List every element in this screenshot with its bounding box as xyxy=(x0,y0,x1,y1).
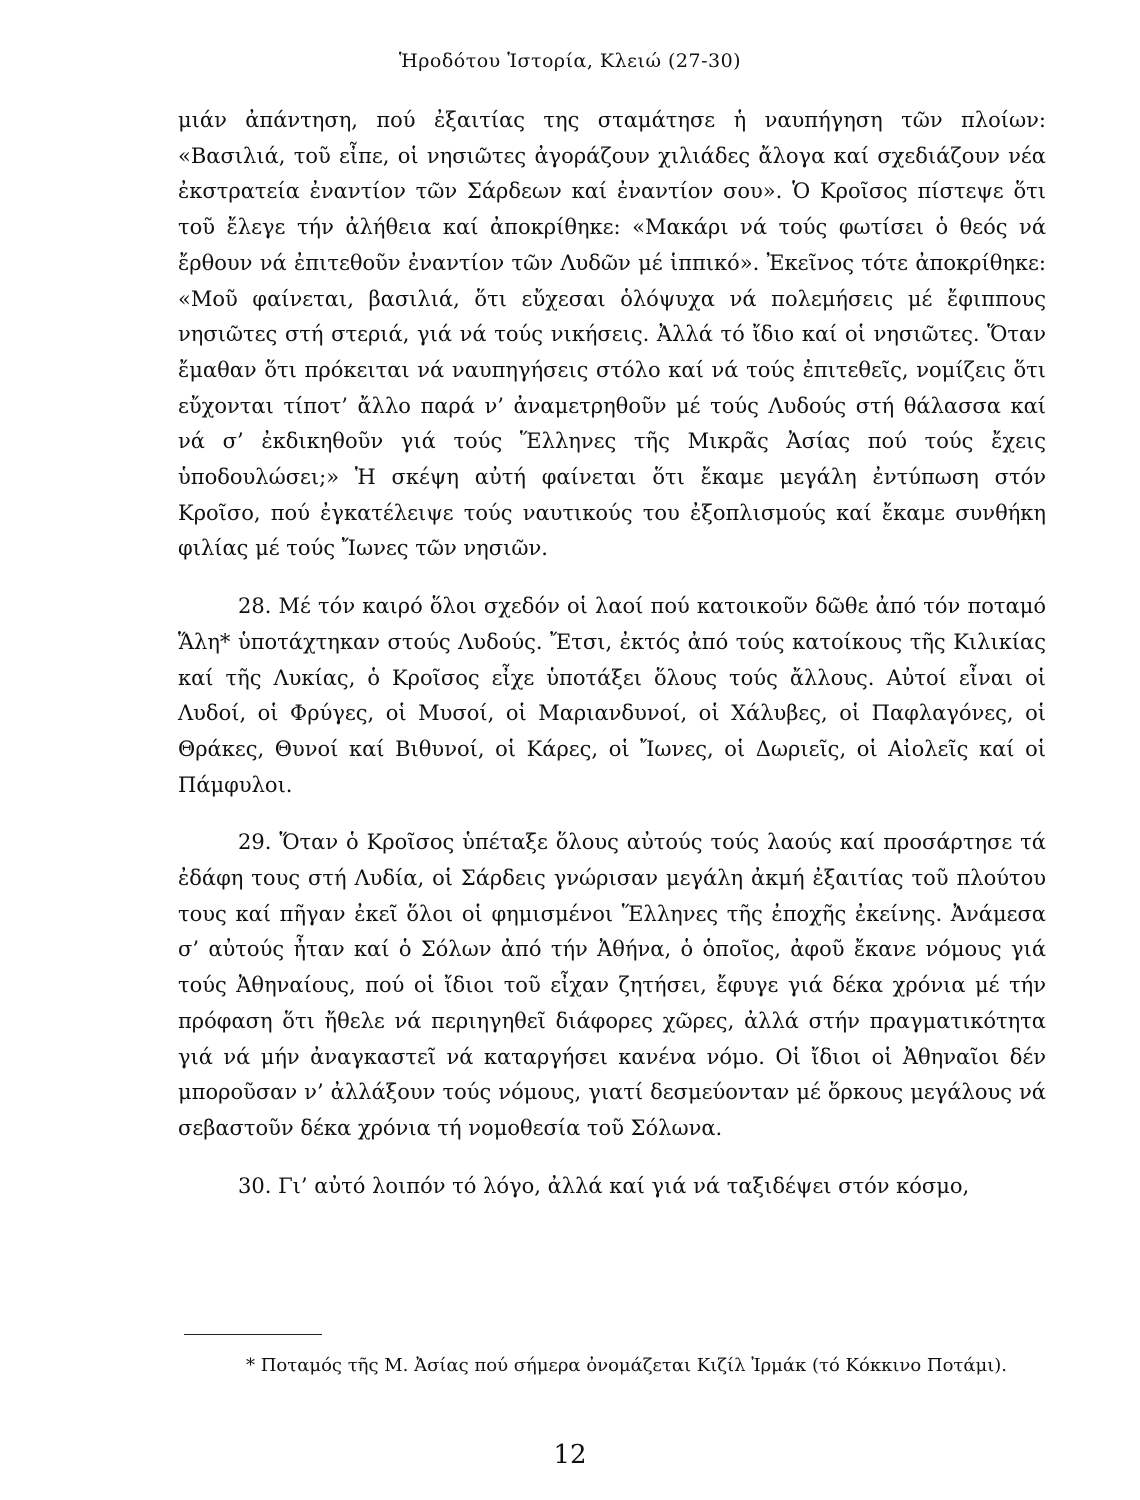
footnote-separator xyxy=(184,1334,322,1335)
paragraph-28: 28. Μέ τόν καιρό ὅλοι σχεδόν οἱ λαοί πού κατοικοῦν δῶθε ἀπό τόν ποταμό Ἅλη* ὑποτάχτηκαν στούς Λυδούς. Ἔτσι, ἐκτός ἀπό τούς κατοίκους τῆς Κιλικίας καί τῆς Λυκίας, ὁ Κροῖσος εἶχε ὑποτάξει ὅλους τούς ἄλλους. Αὐτοί εἶναι οἱ Λυδοί, οἱ Φρύγες, οἱ Μυσοί, οἱ Μαριανδυνοί, οἱ Χάλυβες, οἱ Παφλαγόνες, οἱ Θράκες, Θυνοί καί Βιθυνοί, οἱ Κάρες, οἱ Ἴωνες, οἱ Δωριεῖς, οἱ Αἰολεῖς καί οἱ Πάμφυλοι. xyxy=(178,594,1046,797)
main-text xyxy=(178,103,1046,1204)
footnote-text: * Ποταμός τῆς Μ. Ἀσίας πού σήμερα ὀνομάζεται Κιζίλ Ἰρμάκ (τό Κόκκινο Ποτάμι). xyxy=(246,1355,1008,1376)
paragraph-continuation: μιάν ἀπάντηση, πού ἐξαιτίας της σταμάτησε ἡ ναυπήγηση τῶν πλοίων: «Βασιλιά, τοῦ εἶπε, οἱ νησιῶτες ἀγοράζουν χιλιάδες ἄλογα καί σχεδιάζουν νέα ἐκστρατεία ἐναντίον τῶν Σάρδεων καί ἐναντίον σου». Ὁ Κροῖσος πίστεψε ὅτι τοῦ ἔλεγε τήν ἀλήθεια καί ἀποκρίθηκε: «Μακάρι νά τούς φωτίσει ὁ θεός νά ἔρθουν νά ἐπιτεθοῦν ἐναντίον τῶν Λυδῶν μέ ἱππικό». Ἐκεῖνος τότε ἀποκρίθηκε: «Μοῦ φαίνεται, βασιλιά, ὅτι εὔχεσαι ὁλόψυχα νά πολεμήσεις μέ ἔφιππους νησιῶτες στή στεριά, γιά νά τούς νικήσεις. Ἀλλά τό ἴδιο καί οἱ νησιῶτες. Ὅταν ἔμαθαν ὅτι πρόκειται νά ναυπηγήσεις στόλο καί νά τούς ἐπιτεθεῖς, νομίζεις ὅτι εὔχονται τίποτ’ ἄλλο παρά ν’ ἀναμετρηθοῦν μέ τούς Λυδούς στή θάλασσα καί νά σ’ ἐκδικηθοῦν γιά τούς Ἕλληνες τῆς Μικρᾶς Ἀσίας πού τούς ἔχεις ὑποδουλώσει;» Ἡ σκέψη αὐτή φαίνεται ὅτι ἔκαμε μεγάλη ἐντύπωση στόν Κροῖσο, πού ἐγκατέλειψε τούς ναυτικούς του ἐξοπλισμούς καί ἔκαμε συνθήκη φιλίας μέ τούς Ἴωνες τῶν νησιῶν. xyxy=(178,108,1046,561)
paragraph-29: 29. Ὅταν ὁ Κροῖσος ὑπέταξε ὅλους αὐτούς τούς λαούς καί προσάρτησε τά ἐδάφη τους στή Λυδία, οἱ Σάρδεις γνώρισαν μεγάλη ἀκμή ἐξαιτίας τοῦ πλούτου τους καί πῆγαν ἐκεῖ ὅλοι οἱ φημισμένοι Ἕλληνες τῆς ἐποχῆς ἐκείνης. Ἀνάμεσα σ’ αὐτούς ἦταν καί ὁ Σόλων ἀπό τήν Ἀθήνα, ὁ ὁποῖος, ἀφοῦ ἔκανε νόμους γιά τούς Ἀθηναίους, πού οἱ ἴδιοι τοῦ εἶχαν ζητήσει, ἔφυγε γιά δέκα χρόνια μέ τήν πρόφαση ὅτι ἤθελε νά περιηγηθεῖ διάφορες χῶρες, ἀλλά στήν πραγματικότητα γιά νά μήν ἀναγκαστεῖ νά καταργήσει κανένα νόμο. Οἱ ἴδιοι οἱ Ἀθηναῖοι δέν μποροῦσαν ν’ ἀλλάξουν τούς νόμους, γιατί δεσμεύονταν μέ ὅρκους μεγάλους νά σεβαστοῦν δέκα χρόνια τή νομοθεσία τοῦ Σόλωνα. xyxy=(178,830,1046,1140)
page-number: 12 xyxy=(553,1440,587,1470)
paragraph-30: 30. Γι’ αὐτό λοιπόν τό λόγο, ἀλλά καί γιά νά ταξιδέψει στόν κόσμο, xyxy=(238,1173,970,1198)
footnote xyxy=(184,1349,1036,1383)
running-title: Ἡροδότου Ἱστορία, Κλειώ (27-30) xyxy=(398,50,742,72)
